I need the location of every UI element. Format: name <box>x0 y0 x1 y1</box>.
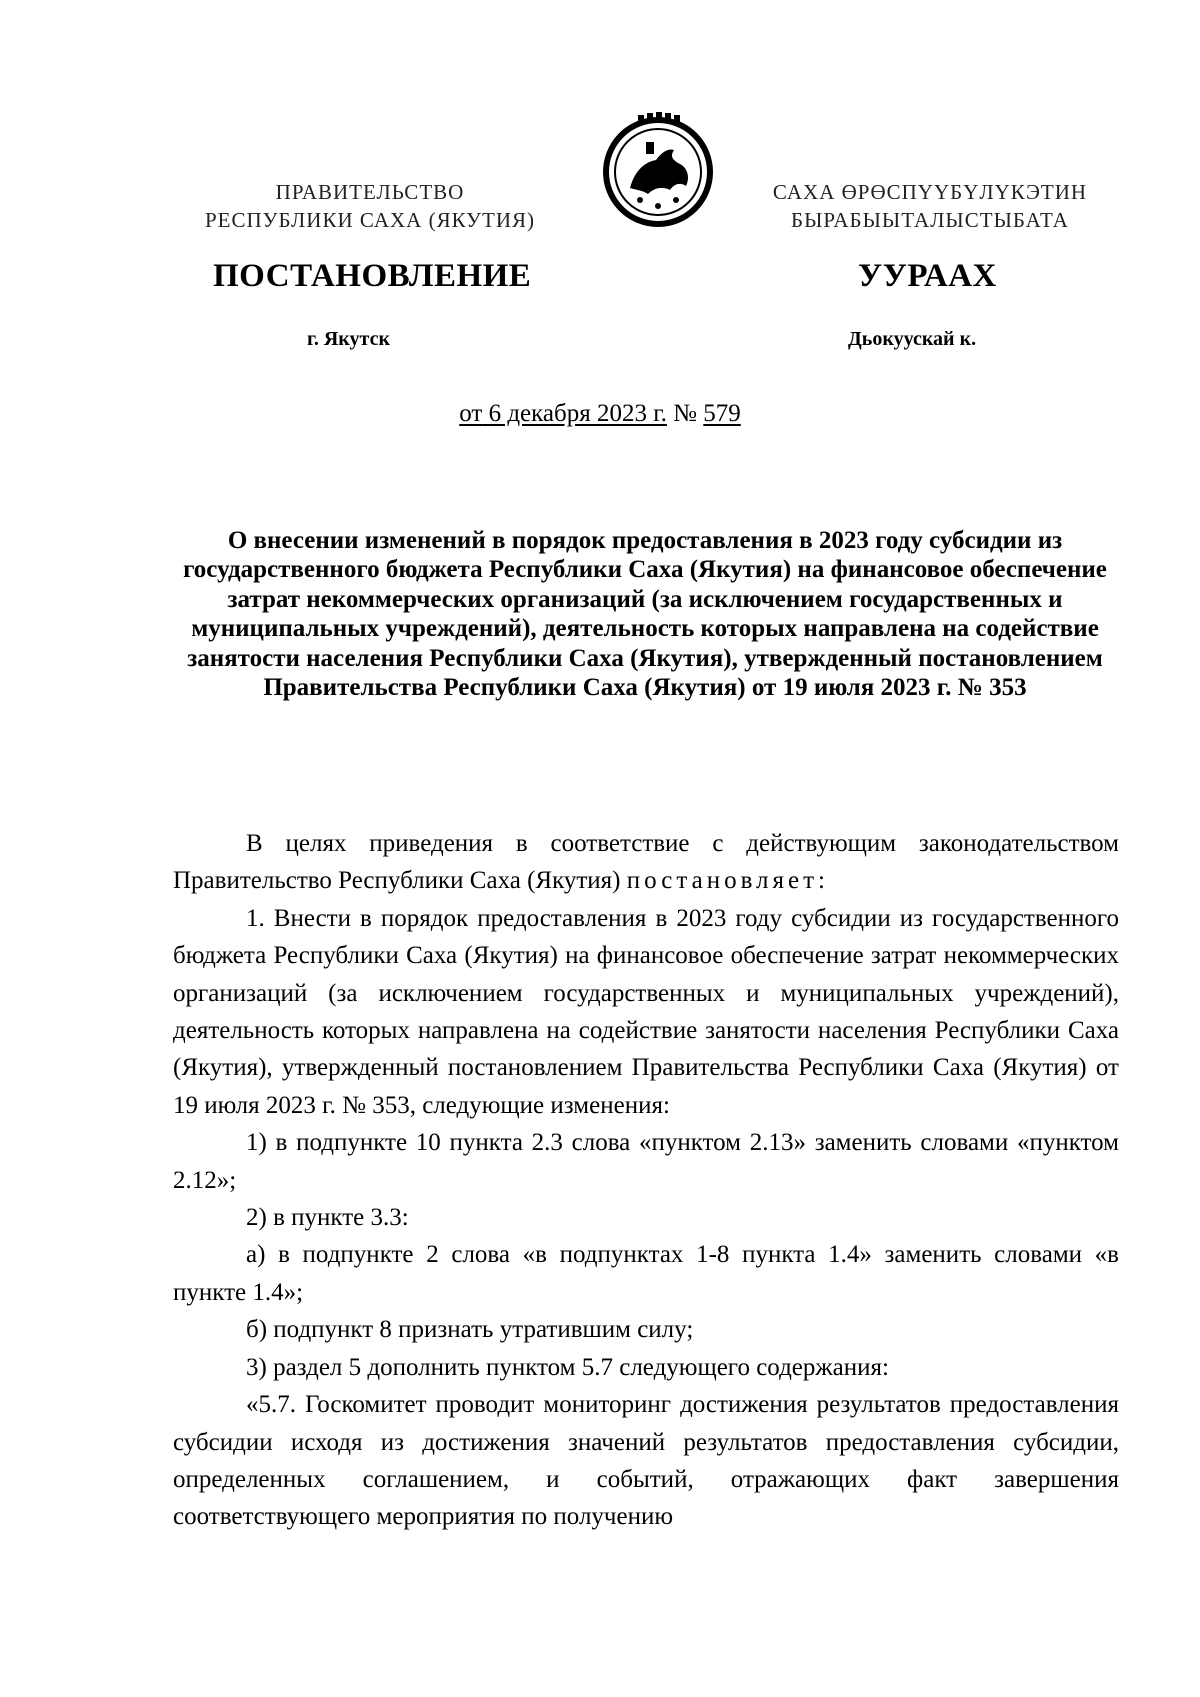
body-paragraph-5: б) подпункт 8 признать утратившим силу; <box>246 1316 694 1344</box>
document-title: О внесении изменений в порядок предоставления в 2023 году субсидии из государственного бюджета Республики Саха (Якутия) на финансовое обеспечение затрат некоммерческих организаций (за исключением государственных и муниципальных учреждений), деятельность которых направлена на содействие занятости населения Республики Саха (Якутия), утвержденный постановлением Правительства Республики Саха (Якутия) от 19 июля 2023 г. № 353 <box>183 527 1107 702</box>
body-paragraph-6: 3) раздел 5 дополнить пунктом 5.7 следующего содержания: <box>246 1353 889 1381</box>
document-number: 579 <box>703 400 741 427</box>
body-paragraph-4: а) в подпункте 2 слова «в подпунктах 1-8 пункта 1.4» заменить словами «в пункте 1.4»; <box>173 1241 1119 1306</box>
number-sign: № <box>673 400 698 427</box>
city-sah: Дьокуускай к. <box>848 328 977 350</box>
doc-type-ru: ПОСТАНОВЛЕНИЕ <box>213 258 532 294</box>
body-paragraph-2: 1) в подпункте 10 пункта 2.3 слова «пунктом 2.13» заменить словами «пунктом 2.12»; <box>173 1129 1119 1194</box>
header-left-ru <box>160 178 580 234</box>
intro-spaced-verb: постановляет: <box>626 867 829 895</box>
body-paragraph-3: 2) в пункте 3.3: <box>246 1204 409 1232</box>
header-right-sah <box>720 178 1140 234</box>
document-date: 6 декабря 2023 г. <box>488 400 667 427</box>
body-paragraph-intro <box>173 825 1119 900</box>
document-date-line <box>0 400 1200 428</box>
date-prefix: от <box>459 400 483 427</box>
intro-text: В целях приведения в соответствие с действующим законодательством Правительство Республики Саха (Якутия) <box>173 830 1119 895</box>
coat-of-arms-emblem <box>600 112 716 228</box>
header-left-line1: ПРАВИТЕЛЬСТВО <box>275 180 465 204</box>
header-left-line2: РЕСПУБЛИКИ САХА (ЯКУТИЯ) <box>204 208 536 232</box>
city-ru: г. Якутск <box>307 328 390 350</box>
body-paragraph-7: «5.7. Госкомитет проводит мониторинг достижения результатов предоставления субсидии исходя из достижения значений результатов предоставления субсидии, определенных соглашением, и событий, отражающих факт завершения соответствующего мероприятия по получению <box>173 1391 1119 1531</box>
document-body <box>173 825 1119 1536</box>
header-right-line1: САХА ӨРӨСПҮҮБҮЛҮКЭТИН <box>772 180 1088 204</box>
body-paragraph-1: 1. Внести в порядок предоставления в 2023 году субсидии из государственного бюджета Республики Саха (Якутия) на финансовое обеспечение затрат некоммерческих организаций (за исключением государственных и муниципальных учреждений), деятельность которых направлена на содействие занятости населения Республики Саха (Якутия), утвержденный постановлением Правительства Республики Саха (Якутия) от 19 июля 2023 г. № 353, следующие изменения: <box>173 904 1119 1119</box>
doc-type-sah: УУРААХ <box>858 258 997 294</box>
header-right-line2: БЫРАБЫЫТАЛЫСТЫБАТА <box>791 208 1069 232</box>
